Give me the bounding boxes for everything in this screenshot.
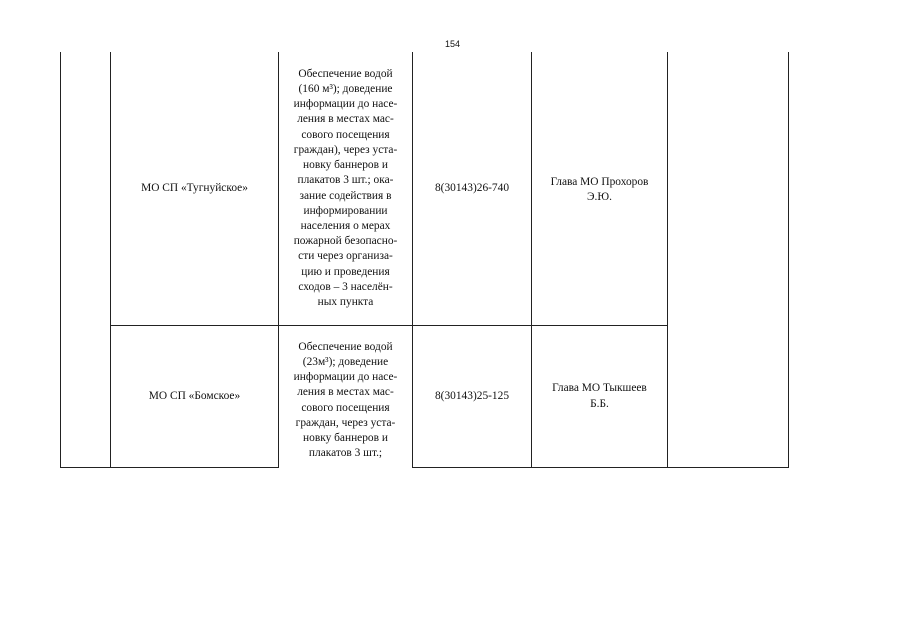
organization-name: МО СП «Тугнуйское» — [141, 181, 248, 194]
measures-line: граждан, через уста- — [295, 416, 396, 429]
grid-line — [60, 52, 61, 468]
measures-cell — [279, 326, 412, 467]
measures-line: Обеспечение водой — [298, 67, 393, 80]
measures-text — [294, 67, 398, 310]
measures-line: сового посещения — [301, 401, 390, 414]
measures-line: (160 м³); доведение — [298, 83, 393, 96]
responsible-line: Глава МО Тыкшеев — [552, 382, 647, 395]
measures-line: плакатов 3 шт.; — [308, 447, 383, 460]
organization-name: МО СП «Бомское» — [148, 389, 241, 402]
measures-text — [294, 340, 398, 462]
grid-line — [788, 52, 789, 468]
measures-line: ления в местах мас- — [297, 113, 394, 126]
phone-number: 8(30143)26-740 — [434, 181, 510, 194]
measures-line: Обеспечение водой — [298, 340, 393, 353]
measures-line: информации до насе- — [293, 371, 398, 384]
measures-line: цию и проведения — [301, 265, 390, 278]
organization-cell — [111, 52, 278, 325]
organization-cell — [111, 326, 278, 467]
measures-line: плакатов 3 шт.; ока- — [297, 174, 394, 187]
responsible-cell — [532, 326, 667, 467]
measures-line: зание содействия в — [299, 189, 392, 202]
measures-line: новку баннеров и — [303, 159, 388, 172]
grid-line — [60, 467, 279, 468]
measures-line: населения о мерах — [300, 219, 391, 232]
responsible-cell — [532, 52, 667, 325]
measures-line: (23м³); доведение — [302, 355, 389, 368]
phone-number: 8(30143)25-125 — [434, 389, 510, 402]
measures-line: ления в местах мас- — [297, 386, 394, 399]
measures-line: информации до насе- — [293, 98, 398, 111]
measures-line: сходов – 3 населён- — [298, 280, 393, 293]
measures-line: граждан), через уста- — [293, 143, 398, 156]
phone-cell — [413, 326, 531, 467]
responsible-line: Б.Б. — [590, 397, 609, 410]
grid-line — [667, 52, 668, 468]
responsible-text — [551, 175, 649, 205]
grid-line — [412, 467, 789, 468]
measures-line: новку баннеров и — [303, 431, 388, 444]
measures-line: ных пункта — [317, 295, 374, 308]
responsible-line: Э.Ю. — [587, 191, 612, 204]
measures-cell — [279, 52, 412, 325]
measures-line: сти через организа- — [298, 250, 393, 263]
responsible-line: Глава МО Прохоров — [550, 176, 649, 188]
measures-line: сового посещения — [301, 128, 390, 141]
phone-cell — [413, 52, 531, 325]
measures-line: пожарной безопасно- — [293, 235, 398, 248]
responsible-text — [552, 381, 647, 411]
measures-line: информировании — [303, 204, 388, 217]
page-number: 154 — [444, 39, 461, 49]
